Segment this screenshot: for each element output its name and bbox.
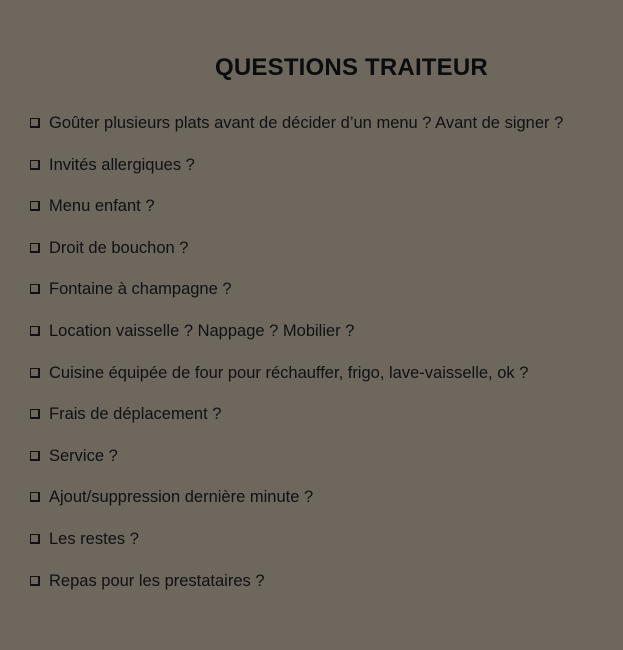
checkbox-icon	[30, 409, 40, 419]
checklist-item	[30, 279, 623, 321]
checklist-item-label: Frais de déplacement ?	[49, 405, 222, 424]
checklist-item-label: Location vaisselle ? Nappage ? Mobilier ?	[49, 321, 355, 340]
checklist-item-label: Les restes ?	[49, 529, 139, 548]
checklist-item-label: Droit de bouchon ?	[49, 238, 189, 257]
checkbox-icon	[30, 534, 40, 544]
checkbox-icon	[30, 326, 40, 336]
checkbox-icon	[30, 243, 40, 253]
checklist-item-label: Cuisine équipée de four pour réchauffer, frigo, lave-vaisselle, ok ?	[49, 363, 529, 382]
page-title: QUESTIONS TRAITEUR	[215, 54, 488, 81]
checkbox-icon	[30, 368, 40, 378]
checklist-item	[30, 363, 623, 405]
checkbox-icon	[30, 451, 40, 461]
checklist-item	[30, 113, 623, 155]
checkbox-icon	[30, 201, 40, 211]
checkbox-icon	[30, 160, 40, 170]
checklist-item-label: Fontaine à champagne ?	[49, 280, 232, 299]
checklist-item	[30, 404, 623, 446]
checklist-item-label: Invités allergiques ?	[49, 155, 195, 174]
checklist-item	[30, 238, 623, 280]
checklist-item-label: Menu enfant ?	[49, 197, 155, 216]
checklist-item-label: Ajout/suppression dernière minute ?	[49, 488, 314, 507]
checklist-item	[30, 529, 623, 571]
checklist-item-label: Goûter plusieurs plats avant de décider d’un menu ? Avant de signer ?	[49, 114, 564, 132]
checklist-item	[30, 446, 623, 488]
checklist-item	[30, 155, 623, 197]
checklist-item	[30, 196, 623, 238]
checklist-item	[30, 321, 623, 363]
checkbox-icon	[30, 576, 40, 586]
checklist-item-label: Service ?	[49, 446, 118, 465]
checkbox-icon	[30, 492, 40, 502]
checkbox-icon	[30, 284, 40, 294]
checkbox-icon	[30, 118, 40, 128]
checklist-item-label: Repas pour les prestataires ?	[49, 571, 265, 590]
checklist	[30, 113, 623, 612]
checklist-item	[30, 571, 623, 613]
checklist-item	[30, 487, 623, 529]
